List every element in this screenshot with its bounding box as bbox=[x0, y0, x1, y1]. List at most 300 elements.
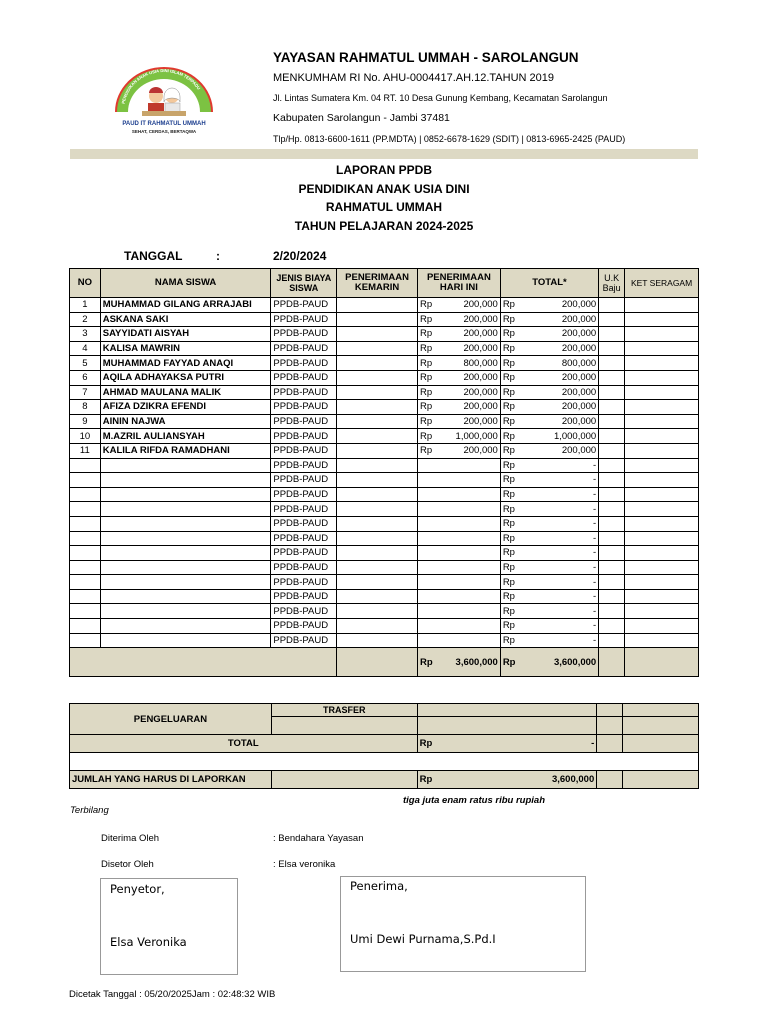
row-name: M.AZRIL AULIANSYAH bbox=[100, 429, 271, 444]
row-no bbox=[70, 546, 101, 561]
row-today bbox=[435, 560, 501, 575]
row-note bbox=[625, 516, 699, 531]
report-value: 3,600,000 bbox=[551, 774, 595, 785]
total-value: - bbox=[591, 738, 595, 749]
row-prev bbox=[337, 633, 418, 648]
registration: MENKUMHAM RI No. AHU-0004417.AH.12.TAHUN 2019 bbox=[273, 72, 555, 84]
row-total-currency: Rp bbox=[500, 312, 517, 327]
row-no bbox=[70, 604, 101, 619]
row-total-currency: Rp bbox=[500, 516, 517, 531]
table-body bbox=[70, 298, 699, 648]
report-value-cell bbox=[417, 771, 597, 789]
header-prev: PENERIMAAN KEMARIN bbox=[337, 269, 418, 298]
row-total: - bbox=[517, 487, 598, 502]
receiver-signature-box bbox=[340, 876, 586, 972]
row-uniform bbox=[599, 414, 625, 429]
row-total-currency: Rp bbox=[500, 298, 517, 313]
row-prev bbox=[337, 575, 418, 590]
row-total: 200,000 bbox=[517, 327, 598, 342]
row-fee-type: PPDB-PAUD bbox=[271, 473, 337, 488]
row-total-currency: Rp bbox=[500, 575, 517, 590]
row-uniform bbox=[599, 429, 625, 444]
header-uniform: U.K Baju bbox=[599, 269, 625, 298]
row-total-currency: Rp bbox=[500, 356, 517, 371]
header-name: NAMA SISWA bbox=[100, 269, 271, 298]
header-today: PENERIMAAN HARI INI bbox=[417, 269, 500, 298]
row-prev bbox=[337, 487, 418, 502]
row-today: 200,000 bbox=[435, 414, 501, 429]
row-total-currency: Rp bbox=[500, 633, 517, 648]
row-today-currency: Rp bbox=[417, 385, 434, 400]
row-no: 11 bbox=[70, 443, 101, 458]
row-fee-type: PPDB-PAUD bbox=[271, 429, 337, 444]
row-fee-type: PPDB-PAUD bbox=[271, 414, 337, 429]
row-total: - bbox=[517, 502, 598, 517]
row-total: - bbox=[517, 604, 598, 619]
depositor-signature-box bbox=[100, 878, 238, 975]
row-no bbox=[70, 487, 101, 502]
table-row bbox=[70, 429, 699, 444]
row-name bbox=[100, 487, 271, 502]
row-today: 200,000 bbox=[435, 341, 501, 356]
row-uniform bbox=[599, 356, 625, 371]
row-total: - bbox=[517, 633, 598, 648]
row-note bbox=[625, 619, 699, 634]
row-uniform bbox=[599, 458, 625, 473]
total-today-currency: Rp bbox=[417, 648, 434, 677]
row-fee-type: PPDB-PAUD bbox=[271, 604, 337, 619]
transfer-amount bbox=[417, 704, 597, 717]
table-row bbox=[70, 356, 699, 371]
date-value: 2/20/2024 bbox=[273, 249, 327, 263]
total-currency: Rp bbox=[419, 738, 433, 749]
transfer-label: TRASFER bbox=[271, 704, 417, 717]
row-total-currency: Rp bbox=[500, 487, 517, 502]
row-name bbox=[100, 560, 271, 575]
row-total-currency: Rp bbox=[500, 458, 517, 473]
school-logo bbox=[110, 64, 218, 142]
row-total: 200,000 bbox=[517, 385, 598, 400]
row-today-currency: Rp bbox=[417, 429, 434, 444]
row-fee-type: PPDB-PAUD bbox=[271, 312, 337, 327]
row-name: MUHAMMAD GILANG ARRAJABI bbox=[100, 298, 271, 313]
row-total: 800,000 bbox=[517, 356, 598, 371]
date-label: TANGGAL bbox=[124, 249, 183, 263]
row-today: 200,000 bbox=[435, 312, 501, 327]
row-prev bbox=[337, 341, 418, 356]
row-today-currency: Rp bbox=[417, 327, 434, 342]
row-fee-type: PPDB-PAUD bbox=[271, 546, 337, 561]
row-fee-type: PPDB-PAUD bbox=[271, 487, 337, 502]
table-row bbox=[70, 604, 699, 619]
row-today bbox=[435, 516, 501, 531]
table-row bbox=[70, 473, 699, 488]
summary-table bbox=[69, 703, 699, 789]
spelled-amount: tiga juta enam ratus ribu rupiah bbox=[403, 795, 545, 806]
expense-c2 bbox=[271, 717, 417, 735]
table-row bbox=[70, 560, 699, 575]
row-name bbox=[100, 458, 271, 473]
header-total: TOTAL* bbox=[500, 269, 598, 298]
total-row-blank bbox=[70, 648, 337, 677]
row-today bbox=[435, 589, 501, 604]
table-row bbox=[70, 487, 699, 502]
row-name bbox=[100, 531, 271, 546]
row-name bbox=[100, 502, 271, 517]
row-name: AHMAD MAULANA MALIK bbox=[100, 385, 271, 400]
row-today-currency bbox=[417, 604, 434, 619]
header-fee-type: JENIS BIAYA SISWA bbox=[271, 269, 337, 298]
row-name: AININ NAJWA bbox=[100, 414, 271, 429]
table-row bbox=[70, 516, 699, 531]
row-no bbox=[70, 473, 101, 488]
city: Kabupaten Sarolangun - Jambi 37481 bbox=[273, 112, 450, 124]
row-fee-type: PPDB-PAUD bbox=[271, 589, 337, 604]
row-no: 8 bbox=[70, 400, 101, 415]
row-name bbox=[100, 604, 271, 619]
table-row bbox=[70, 312, 699, 327]
row-today bbox=[435, 473, 501, 488]
row-total: - bbox=[517, 531, 598, 546]
row-uniform bbox=[599, 443, 625, 458]
row-uniform bbox=[599, 560, 625, 575]
row-today-currency: Rp bbox=[417, 414, 434, 429]
row-prev bbox=[337, 473, 418, 488]
row-total-currency: Rp bbox=[500, 560, 517, 575]
row-today bbox=[435, 487, 501, 502]
row-today-currency: Rp bbox=[417, 356, 434, 371]
table-row bbox=[70, 443, 699, 458]
row-no: 10 bbox=[70, 429, 101, 444]
row-prev bbox=[337, 443, 418, 458]
row-today bbox=[435, 458, 501, 473]
row-uniform bbox=[599, 298, 625, 313]
table-row bbox=[70, 458, 699, 473]
row-name bbox=[100, 633, 271, 648]
row-today-currency: Rp bbox=[417, 298, 434, 313]
row-prev bbox=[337, 298, 418, 313]
row-note bbox=[625, 370, 699, 385]
header-divider bbox=[70, 149, 698, 159]
row-today bbox=[435, 531, 501, 546]
row-no: 2 bbox=[70, 312, 101, 327]
row-uniform bbox=[599, 487, 625, 502]
depositor-title: Penyetor, bbox=[110, 882, 165, 896]
row-prev bbox=[337, 502, 418, 517]
row-total: - bbox=[517, 560, 598, 575]
row-total-currency: Rp bbox=[500, 327, 517, 342]
row-today-currency bbox=[417, 546, 434, 561]
deposited-label: Disetor Oleh bbox=[101, 859, 154, 870]
row-uniform bbox=[599, 385, 625, 400]
report-c2 bbox=[271, 771, 417, 789]
row-note bbox=[625, 327, 699, 342]
row-prev bbox=[337, 619, 418, 634]
row-no bbox=[70, 619, 101, 634]
deposited-value: : Elsa veronika bbox=[273, 859, 336, 870]
row-prev bbox=[337, 531, 418, 546]
table-row bbox=[70, 341, 699, 356]
row-total-currency: Rp bbox=[500, 400, 517, 415]
row-fee-type: PPDB-PAUD bbox=[271, 370, 337, 385]
report-title: LAPORAN PPDB bbox=[335, 163, 432, 177]
logo-tagline: SEHAT, CERDAS, BERTAQWA bbox=[131, 129, 197, 134]
report-c4 bbox=[597, 771, 623, 789]
logo-name: PAUD IT RAHMATUL UMMAH bbox=[122, 121, 206, 127]
row-total-currency: Rp bbox=[500, 531, 517, 546]
row-prev bbox=[337, 458, 418, 473]
row-total: 1,000,000 bbox=[517, 429, 598, 444]
row-no bbox=[70, 502, 101, 517]
row-total-currency: Rp bbox=[500, 619, 517, 634]
row-name: KALISA MAWRIN bbox=[100, 341, 271, 356]
spelled-label: Terbilang bbox=[70, 805, 109, 816]
row-total-currency: Rp bbox=[500, 370, 517, 385]
row-today: 800,000 bbox=[435, 356, 501, 371]
row-today-currency bbox=[417, 560, 434, 575]
table-row bbox=[70, 370, 699, 385]
depositor-name: Elsa Veronika bbox=[110, 935, 187, 949]
row-today: 200,000 bbox=[435, 385, 501, 400]
row-uniform bbox=[599, 589, 625, 604]
report-c5 bbox=[623, 771, 699, 789]
row-prev bbox=[337, 400, 418, 415]
row-total-currency: Rp bbox=[500, 341, 517, 356]
row-total: 200,000 bbox=[517, 370, 598, 385]
row-prev bbox=[337, 312, 418, 327]
received-label: Diterima Oleh bbox=[101, 833, 160, 844]
row-name: SAYYIDATI AISYAH bbox=[100, 327, 271, 342]
row-note bbox=[625, 473, 699, 488]
row-no bbox=[70, 516, 101, 531]
table-row bbox=[70, 298, 699, 313]
row-total-currency: Rp bbox=[500, 604, 517, 619]
row-today-currency bbox=[417, 487, 434, 502]
table-row bbox=[70, 575, 699, 590]
row-fee-type: PPDB-PAUD bbox=[271, 633, 337, 648]
row-note bbox=[625, 356, 699, 371]
total-c5 bbox=[623, 735, 699, 753]
row-no: 4 bbox=[70, 341, 101, 356]
address: Jl. Lintas Sumatera Km. 04 RT. 10 Desa Gunung Kembang, Kecamatan Sarolangun bbox=[273, 93, 608, 103]
receiver-title: Penerima, bbox=[350, 879, 408, 893]
row-no bbox=[70, 531, 101, 546]
total-uniform bbox=[599, 648, 625, 677]
row-today: 200,000 bbox=[435, 370, 501, 385]
row-fee-type: PPDB-PAUD bbox=[271, 298, 337, 313]
row-total-currency: Rp bbox=[500, 589, 517, 604]
row-today bbox=[435, 546, 501, 561]
row-name: ASKANA SAKI bbox=[100, 312, 271, 327]
row-today-currency: Rp bbox=[417, 443, 434, 458]
row-total: 200,000 bbox=[517, 312, 598, 327]
row-uniform bbox=[599, 575, 625, 590]
row-fee-type: PPDB-PAUD bbox=[271, 619, 337, 634]
print-timestamp: Dicetak Tanggal : 05/20/2025Jam : 02:48:32 WIB bbox=[69, 989, 276, 1000]
row-total: - bbox=[517, 516, 598, 531]
row-name: MUHAMMAD FAYYAD ANAQI bbox=[100, 356, 271, 371]
row-fee-type: PPDB-PAUD bbox=[271, 341, 337, 356]
row-today bbox=[435, 619, 501, 634]
row-fee-type: PPDB-PAUD bbox=[271, 575, 337, 590]
table-row bbox=[70, 327, 699, 342]
total-value-cell bbox=[417, 735, 597, 753]
report-subtitle-2: RAHMATUL UMMAH bbox=[325, 200, 443, 214]
row-today: 200,000 bbox=[435, 327, 501, 342]
row-today-currency bbox=[417, 633, 434, 648]
row-today-currency bbox=[417, 589, 434, 604]
row-note bbox=[625, 487, 699, 502]
row-no: 7 bbox=[70, 385, 101, 400]
row-uniform bbox=[599, 341, 625, 356]
row-today: 200,000 bbox=[435, 298, 501, 313]
row-no: 6 bbox=[70, 370, 101, 385]
row-total: 200,000 bbox=[517, 298, 598, 313]
row-today-currency bbox=[417, 531, 434, 546]
row-uniform bbox=[599, 327, 625, 342]
row-name bbox=[100, 589, 271, 604]
report-year: TAHUN PELAJARAN 2024-2025 bbox=[294, 219, 474, 233]
table-row bbox=[70, 531, 699, 546]
date-separator: : bbox=[216, 249, 220, 263]
row-total: - bbox=[517, 619, 598, 634]
header-note: KET SERAGAM bbox=[625, 269, 699, 298]
row-name: AFIZA DZIKRA EFENDI bbox=[100, 400, 271, 415]
row-today bbox=[435, 575, 501, 590]
row-total-currency: Rp bbox=[500, 414, 517, 429]
total-note bbox=[625, 648, 699, 677]
row-name bbox=[100, 473, 271, 488]
row-uniform bbox=[599, 516, 625, 531]
row-prev bbox=[337, 414, 418, 429]
received-value: : Bendahara Yayasan bbox=[273, 833, 364, 844]
row-prev bbox=[337, 429, 418, 444]
row-total-currency: Rp bbox=[500, 546, 517, 561]
row-note bbox=[625, 385, 699, 400]
table-row bbox=[70, 502, 699, 517]
row-uniform bbox=[599, 502, 625, 517]
row-today-currency bbox=[417, 502, 434, 517]
row-no: 3 bbox=[70, 327, 101, 342]
org-name: YAYASAN RAHMATUL UMMAH - SAROLANGUN bbox=[273, 50, 579, 65]
row-today bbox=[435, 604, 501, 619]
row-fee-type: PPDB-PAUD bbox=[271, 458, 337, 473]
row-note bbox=[625, 400, 699, 415]
table-row bbox=[70, 619, 699, 634]
report-label: JUMLAH YANG HARUS DI LAPORKAN bbox=[70, 771, 272, 789]
row-fee-type: PPDB-PAUD bbox=[271, 356, 337, 371]
row-total: - bbox=[517, 458, 598, 473]
row-today-currency bbox=[417, 458, 434, 473]
row-no: 5 bbox=[70, 356, 101, 371]
row-no bbox=[70, 589, 101, 604]
row-total: 200,000 bbox=[517, 341, 598, 356]
row-note bbox=[625, 298, 699, 313]
row-name bbox=[100, 575, 271, 590]
row-note bbox=[625, 341, 699, 356]
row-note bbox=[625, 604, 699, 619]
transfer-c4 bbox=[597, 704, 623, 717]
row-prev bbox=[337, 604, 418, 619]
row-uniform bbox=[599, 619, 625, 634]
row-uniform bbox=[599, 370, 625, 385]
row-fee-type: PPDB-PAUD bbox=[271, 327, 337, 342]
row-today-currency bbox=[417, 619, 434, 634]
report-subtitle-1: PENDIDIKAN ANAK USIA DINI bbox=[298, 182, 470, 196]
row-prev bbox=[337, 385, 418, 400]
row-note bbox=[625, 414, 699, 429]
row-fee-type: PPDB-PAUD bbox=[271, 400, 337, 415]
row-total: 200,000 bbox=[517, 414, 598, 429]
row-total: - bbox=[517, 546, 598, 561]
row-today-currency: Rp bbox=[417, 400, 434, 415]
total-prev bbox=[337, 648, 418, 677]
total-today: 3,600,000 bbox=[435, 648, 501, 677]
row-today-currency bbox=[417, 516, 434, 531]
row-no bbox=[70, 458, 101, 473]
row-total-currency: Rp bbox=[500, 473, 517, 488]
row-note bbox=[625, 546, 699, 561]
expense-c3 bbox=[417, 717, 597, 735]
row-name: AQILA ADHAYAKSA PUTRI bbox=[100, 370, 271, 385]
row-today: 200,000 bbox=[435, 443, 501, 458]
total-total-currency: Rp bbox=[500, 648, 517, 677]
row-note bbox=[625, 312, 699, 327]
row-prev bbox=[337, 589, 418, 604]
row-uniform bbox=[599, 546, 625, 561]
row-total: - bbox=[517, 575, 598, 590]
row-total-currency: Rp bbox=[500, 429, 517, 444]
row-today: 200,000 bbox=[435, 400, 501, 415]
row-today-currency: Rp bbox=[417, 312, 434, 327]
row-today bbox=[435, 633, 501, 648]
row-fee-type: PPDB-PAUD bbox=[271, 443, 337, 458]
row-today-currency bbox=[417, 473, 434, 488]
phones: Tlp/Hp. 0813-6600-1611 (PP.MDTA) | 0852-6678-1629 (SDIT) | 0813-6965-2425 (PAUD) bbox=[273, 134, 626, 144]
expense-c4 bbox=[597, 717, 623, 735]
row-fee-type: PPDB-PAUD bbox=[271, 516, 337, 531]
row-note bbox=[625, 633, 699, 648]
row-uniform bbox=[599, 604, 625, 619]
row-uniform bbox=[599, 400, 625, 415]
row-today-currency: Rp bbox=[417, 341, 434, 356]
row-fee-type: PPDB-PAUD bbox=[271, 531, 337, 546]
row-total-currency: Rp bbox=[500, 502, 517, 517]
total-label: TOTAL bbox=[70, 735, 418, 753]
row-no bbox=[70, 575, 101, 590]
table-row bbox=[70, 589, 699, 604]
row-note bbox=[625, 531, 699, 546]
total-total: 3,600,000 bbox=[517, 648, 598, 677]
row-note bbox=[625, 429, 699, 444]
table-row bbox=[70, 385, 699, 400]
logo-arc-text: PENDIDIKAN ANAK USIA DINI ISLAM TERPADU bbox=[120, 67, 202, 105]
table-row bbox=[70, 414, 699, 429]
row-prev bbox=[337, 370, 418, 385]
row-prev bbox=[337, 327, 418, 342]
row-prev bbox=[337, 546, 418, 561]
row-note bbox=[625, 443, 699, 458]
receiver-name: Umi Dewi Purnama,S.Pd.I bbox=[350, 932, 496, 946]
report-currency: Rp bbox=[419, 774, 433, 785]
row-today: 1,000,000 bbox=[435, 429, 501, 444]
expense-c5 bbox=[623, 717, 699, 735]
row-no bbox=[70, 560, 101, 575]
row-prev bbox=[337, 356, 418, 371]
row-total: 200,000 bbox=[517, 443, 598, 458]
summary-spacer bbox=[70, 753, 699, 771]
row-no: 9 bbox=[70, 414, 101, 429]
